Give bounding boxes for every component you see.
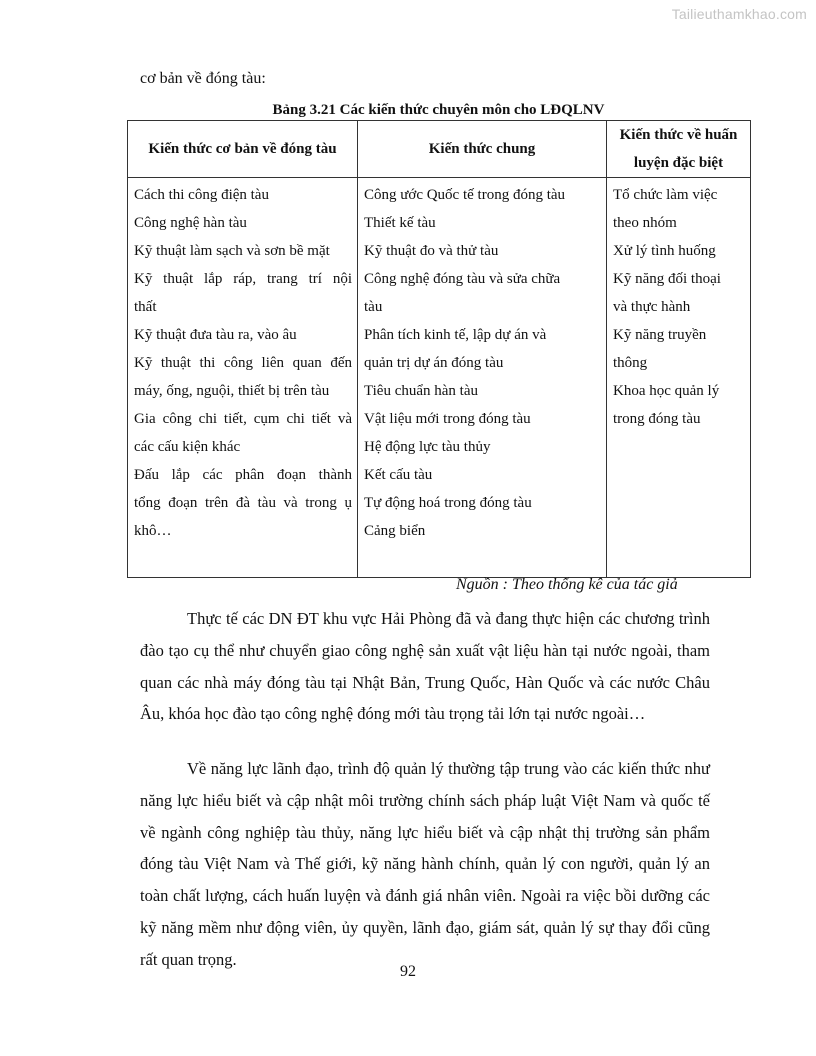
intro-line: cơ bản về đóng tàu: [140, 70, 266, 87]
header-general-knowledge: Kiến thức chung [358, 121, 607, 178]
col-special-training [607, 178, 751, 578]
list-item: tàu [364, 299, 383, 315]
list-item: Kỹ năng truyền [613, 327, 707, 343]
table-row [128, 178, 751, 578]
list-item: Vật liệu mới trong đóng tàu [364, 411, 531, 427]
list-item: Kết cấu tàu [364, 467, 433, 483]
table-source-note: Nguồn : Theo thống kê của tác giả [456, 576, 678, 593]
list-item: Đấu lắp các phân đoạn thành [134, 467, 352, 483]
col-general-knowledge [358, 178, 607, 578]
list-item: Tiêu chuẩn hàn tàu [364, 383, 479, 399]
list-item: quản trị dự án đóng tàu [364, 355, 504, 371]
list-item: Cách thi công điện tàu [134, 187, 269, 203]
list-item: Cảng biển [364, 523, 426, 539]
body-paragraph-2: Về năng lực lãnh đạo, trình độ quản lý thường tập trung vào các kiến thức như năng lực hiểu biết và cập nhật môi trường chính sách pháp luật Việt Nam và quốc tế về ngành công nghiệp tàu thủy, năng lực hiểu biết và cập nhật thị trường sản phẩm đóng tàu Việt Nam và Thế giới, kỹ năng hành chính, quản lý con người, quản lý an toàn chất lượng, cách huấn luyện và đánh giá nhân viên. Ngoài ra việc bồi dưỡng các kỹ năng mềm như động viên, ủy quyền, lãnh đạo, giám sát, quản lý sự thay đổi cũng rất quan trọng. [140, 759, 710, 969]
list-item: Kỹ thuật đưa tàu ra, vào âu [134, 327, 297, 343]
list-item: theo nhóm [613, 215, 677, 231]
body-paragraph-1: Thực tế các DN ĐT khu vực Hải Phòng đã và đang thực hiện các chương trình đào tạo cụ thể như chuyển giao công nghệ sản xuất vật liệu hàn tại nước ngoài, tham quan các nhà máy đóng tàu tại Nhật Bản, Trung Quốc, Hàn Quốc và các nước Châu Âu, khóa học đào tạo công nghệ đóng mới tàu trọng tải lớn tại nước ngoài… [140, 609, 710, 724]
list-item: tổng đoạn trên đà tàu và trong ụ [134, 495, 352, 511]
list-item: và thực hành [613, 299, 691, 315]
list-item: Kỹ thuật làm sạch và sơn bề mặt [134, 243, 330, 259]
list-item: Công nghệ hàn tàu [134, 215, 247, 231]
list-item: Kỹ thuật đo và thử tàu [364, 243, 499, 259]
list-item: Hệ động lực tàu thủy [364, 439, 491, 455]
list-item: trong đóng tàu [613, 411, 701, 427]
list-item: Công ước Quốc tế trong đóng tàu [364, 187, 566, 203]
list-item: thông [613, 355, 648, 371]
list-item: Xử lý tình huống [613, 243, 716, 259]
knowledge-table [127, 120, 751, 578]
list-item: Kỹ năng đối thoại [613, 271, 721, 287]
col-basic-shipbuilding [128, 178, 358, 578]
list-item: Gia công chi tiết, cụm chi tiết và [134, 411, 352, 427]
list-item: khô… [134, 523, 172, 539]
header-basic-shipbuilding: Kiến thức cơ bản về đóng tàu [128, 121, 358, 178]
list-item: Thiết kế tàu [364, 215, 436, 231]
watermark-text: Tailieuthamkhao.com [671, 6, 807, 22]
list-item: Công nghệ đóng tàu và sửa chữa [364, 271, 561, 287]
header-special-training: Kiến thức về huấn luyện đặc biệt [607, 121, 751, 178]
list-item: thất [134, 299, 157, 315]
list-item: Kỹ thuật lắp ráp, trang trí nội [134, 271, 352, 287]
page-number: 92 [400, 963, 416, 980]
list-item: Phân tích kinh tế, lập dự án và [364, 327, 547, 343]
list-item: Khoa học quản lý [613, 383, 720, 399]
list-item: Kỹ thuật thi công liên quan đến [134, 355, 352, 371]
list-item: các cấu kiện khác [134, 439, 241, 455]
list-item: Tự động hoá trong đóng tàu [364, 495, 532, 511]
list-item: Tổ chức làm việc [613, 187, 718, 203]
table-header-row [128, 121, 751, 178]
table-caption: Bảng 3.21 Các kiến thức chuyên môn cho LĐQLNV [272, 102, 605, 118]
list-item: máy, ống, nguội, thiết bị trên tàu [134, 383, 330, 399]
